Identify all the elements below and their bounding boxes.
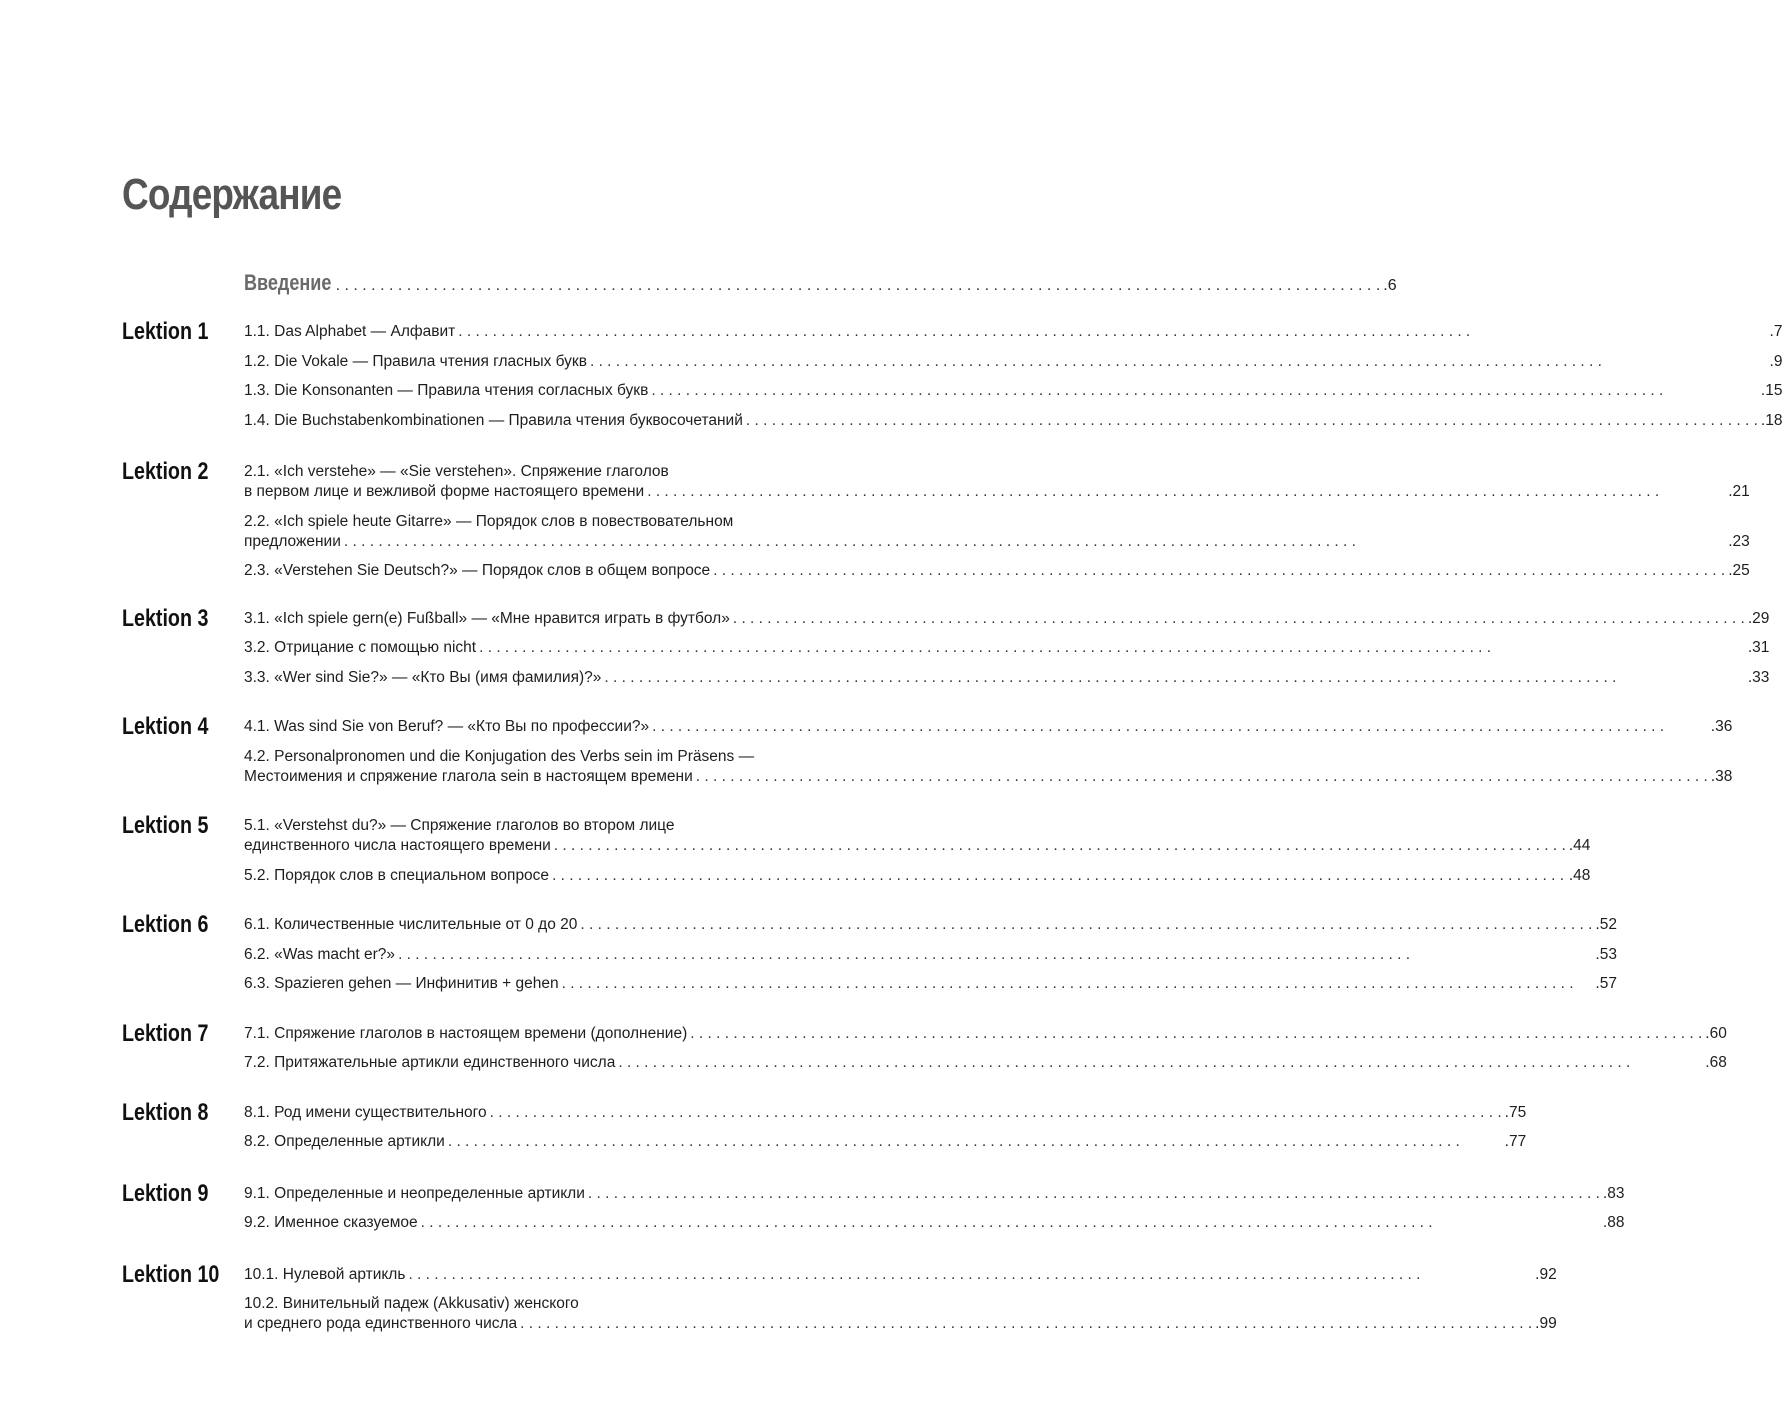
entry-line xyxy=(244,1213,1624,1233)
lesson-label: Lektion 1 xyxy=(122,318,209,345)
entry-line xyxy=(244,945,1617,965)
page-number: .7 xyxy=(1769,323,1782,340)
entry-title-line: 5.1. «Verstehst du?» — Спряжение глаголов во втором лице xyxy=(244,817,675,834)
entry-title-line: 10.2. Винительный падеж (Akkusativ) женского xyxy=(244,1295,579,1312)
dot-leader xyxy=(647,482,1725,502)
dot-leader xyxy=(618,1053,1702,1073)
lesson-entries xyxy=(244,1103,1526,1162)
lesson-label: Lektion 10 xyxy=(122,1260,220,1288)
entry-title-line: 2.2. «Ich spiele heute Gitarre» — Порядок слов в повествовательном xyxy=(244,512,734,530)
lesson-block xyxy=(122,812,1591,895)
lesson-label: Lektion 3 xyxy=(122,604,209,632)
lesson-entries xyxy=(244,717,1732,796)
entry-title-line: 2.1. «Ich verstehe» — «Sie verstehen». Спряжение глаголов xyxy=(244,463,669,480)
lesson-block xyxy=(122,911,1617,1004)
entry-line xyxy=(244,915,1617,935)
lesson-label: Lektion 9 xyxy=(122,1179,209,1207)
entry-line xyxy=(244,561,1750,581)
page-number: .23 xyxy=(1728,532,1750,550)
dot-leader xyxy=(552,866,1566,886)
lesson-label: Lektion 8 xyxy=(122,1098,209,1126)
lesson-label: Lektion 2 xyxy=(122,458,209,485)
entry-title-line: 4.2. Personalpronomen und die Konjugation des Verbs sein im Präsens — xyxy=(244,747,755,765)
entry-title: 3.3. «Wer sind Sie?» — «Кто Вы (имя фамилия)?» xyxy=(244,668,602,686)
page-number: .75 xyxy=(1504,1103,1527,1121)
entry-title: 8.2. Определенные артикли xyxy=(244,1133,445,1150)
page-number: .68 xyxy=(1705,1054,1727,1071)
page-number: .31 xyxy=(1747,639,1770,656)
page-number: .6 xyxy=(1383,277,1397,294)
toc-entry[interactable] xyxy=(244,816,1590,856)
lesson-block xyxy=(122,604,1770,698)
lesson-block xyxy=(122,1260,1557,1344)
entry-line xyxy=(244,1053,1727,1073)
dot-leader xyxy=(490,1103,1502,1123)
toc-entry[interactable] xyxy=(244,381,1782,401)
entry-title: 1.4. Die Buchstabenkombinationen — Правила чтения буквосочетаний xyxy=(244,411,743,429)
entry-title: 5.2. Порядок слов в специальном вопросе xyxy=(244,866,550,884)
toc-entry[interactable] xyxy=(244,866,1590,886)
dot-leader xyxy=(344,532,1725,552)
page-number: .77 xyxy=(1504,1133,1527,1150)
entry-line xyxy=(244,1184,1624,1204)
toc-entry[interactable] xyxy=(244,1132,1526,1152)
page-number: .33 xyxy=(1747,668,1770,686)
page-number: .9 xyxy=(1769,352,1782,370)
entry-line xyxy=(244,352,1782,372)
page-number: .15 xyxy=(1760,382,1782,399)
page-number: .92 xyxy=(1535,1265,1557,1283)
entry-line xyxy=(244,1024,1727,1044)
entry-line xyxy=(244,1314,1557,1334)
entry-title: 6.2. «Was macht er?» xyxy=(244,945,396,963)
lesson-label: Lektion 4 xyxy=(122,713,209,740)
entry-title: 10.1. Нулевой артикль xyxy=(244,1265,406,1283)
entry-title: 7.1. Спряжение глаголов в настоящем времени (дополнение) xyxy=(244,1024,688,1042)
dot-leader xyxy=(580,915,1592,935)
page-number: .25 xyxy=(1728,562,1750,579)
entry-title: 6.1. Количественные числительные от 0 до 20 xyxy=(244,916,578,933)
toc-entry[interactable] xyxy=(244,462,1750,502)
intro-label: Введение xyxy=(244,270,332,295)
lesson-entries xyxy=(244,1024,1727,1083)
toc-entry[interactable] xyxy=(244,1265,1557,1285)
entry-line xyxy=(244,767,1732,787)
entry-line xyxy=(244,974,1617,994)
toc-entry[interactable] xyxy=(244,512,1750,552)
entry-line xyxy=(244,866,1590,886)
toc-entry[interactable] xyxy=(244,561,1750,581)
dot-leader xyxy=(604,668,1744,688)
dot-leader xyxy=(562,974,1593,994)
lesson-entries xyxy=(244,462,1750,591)
toc-entry[interactable] xyxy=(244,1213,1624,1233)
entry-title: 9.1. Определенные и неопределенные артикли xyxy=(244,1184,585,1202)
entry-title: 3.2. Отрицание с помощью nicht xyxy=(244,639,477,656)
entry-line xyxy=(244,609,1769,629)
page-number: .57 xyxy=(1595,975,1617,992)
lesson-entries xyxy=(244,915,1617,1004)
toc-entry[interactable] xyxy=(244,609,1769,629)
page-number: .18 xyxy=(1760,411,1782,429)
dot-leader xyxy=(448,1132,1502,1152)
dot-leader xyxy=(590,352,1767,372)
toc-entry[interactable] xyxy=(244,945,1617,965)
toc-entry[interactable] xyxy=(244,974,1617,994)
page-number: .21 xyxy=(1728,483,1750,500)
toc-entry[interactable] xyxy=(244,1103,1526,1123)
lesson-label: Lektion 7 xyxy=(122,1019,209,1047)
entry-line xyxy=(244,836,1590,856)
page-number: .88 xyxy=(1602,1214,1625,1231)
entry-line xyxy=(244,482,1750,502)
lesson-block xyxy=(122,1179,1625,1243)
toc-entry[interactable] xyxy=(244,352,1782,372)
dot-leader xyxy=(554,836,1566,856)
dot-leader xyxy=(588,1184,1600,1204)
lesson-entries xyxy=(244,816,1590,895)
page-number: .36 xyxy=(1710,718,1733,735)
toc-entry[interactable] xyxy=(244,1184,1624,1204)
lesson-block xyxy=(122,458,1750,591)
entry-line xyxy=(244,532,1750,552)
dot-leader xyxy=(733,609,1745,629)
entry-title: 9.2. Именное сказуемое xyxy=(244,1214,418,1231)
toc-entry[interactable] xyxy=(244,717,1732,737)
toc-entry[interactable] xyxy=(244,1053,1727,1073)
entry-title: 1.2. Die Vokale — Правила чтения гласных букв xyxy=(244,352,587,370)
table-of-contents xyxy=(122,318,1782,1344)
lesson-block xyxy=(122,713,1733,796)
entry-title: 1.1. Das Alphabet — Алфавит xyxy=(244,323,456,340)
dot-leader xyxy=(651,381,1758,401)
entry-title: Местоимения и спряжение глагола sein в настоящем времени xyxy=(244,767,693,785)
toc-entry[interactable] xyxy=(244,638,1769,658)
entry-line xyxy=(244,381,1782,401)
entry-line xyxy=(244,411,1782,431)
entry-title: 4.1. Was sind Sie von Beruf? — «Кто Вы по профессии?» xyxy=(244,718,650,735)
entry-line xyxy=(244,1132,1526,1152)
lesson-entries xyxy=(244,322,1782,440)
lesson-block xyxy=(122,1019,1727,1083)
dot-leader xyxy=(458,322,1766,342)
lesson-entries xyxy=(244,1265,1557,1344)
entry-title: 7.2. Притяжательные артикли единственного числа xyxy=(244,1054,616,1071)
entry-title: 3.1. «Ich spiele gern(e) Fußball» — «Мне нравится играть в футбол» xyxy=(244,609,730,627)
dot-leader xyxy=(398,945,1592,965)
entry-title: 1.3. Die Konsonanten — Правила чтения согласных букв xyxy=(244,382,649,399)
page-number: .52 xyxy=(1595,916,1617,933)
entry-title: единственного числа настоящего времени xyxy=(244,837,551,854)
dot-leader xyxy=(336,277,1381,295)
dot-leader xyxy=(696,767,1708,787)
toc-entry[interactable] xyxy=(244,1294,1557,1334)
dot-leader xyxy=(408,1265,1532,1285)
entry-title: 8.1. Род имени существительного xyxy=(244,1103,487,1121)
toc-entry-intro[interactable] xyxy=(244,270,1397,296)
toc-entry[interactable] xyxy=(244,1024,1727,1044)
entry-line xyxy=(244,322,1782,342)
dot-leader xyxy=(746,411,1758,431)
page-number: .38 xyxy=(1710,767,1733,785)
entry-line xyxy=(244,717,1732,737)
entry-line xyxy=(244,668,1769,688)
toc-entry[interactable] xyxy=(244,411,1782,431)
entry-title: в первом лице и вежливой форме настоящего времени xyxy=(244,483,645,500)
dot-leader xyxy=(421,1213,1600,1233)
dot-leader xyxy=(520,1314,1532,1334)
page-number: .44 xyxy=(1568,837,1591,854)
entry-title: предложении xyxy=(244,532,341,550)
lesson-block xyxy=(122,318,1782,440)
entry-line xyxy=(244,1265,1557,1285)
dot-leader xyxy=(479,638,1745,658)
toc-entry[interactable] xyxy=(244,668,1769,688)
dot-leader xyxy=(652,717,1708,737)
lesson-label: Lektion 5 xyxy=(122,812,209,839)
toc-entry[interactable] xyxy=(244,747,1732,787)
page-number: .29 xyxy=(1747,609,1770,627)
page-number: .53 xyxy=(1595,945,1617,963)
lesson-entries xyxy=(244,1184,1624,1243)
lesson-block xyxy=(122,1098,1527,1162)
dot-leader xyxy=(713,561,1725,581)
page-number: .83 xyxy=(1602,1184,1625,1202)
entry-line xyxy=(244,638,1769,658)
entry-line xyxy=(244,1103,1526,1123)
entry-title: 2.3. «Verstehen Sie Deutsch?» — Порядок слов в общем вопросе xyxy=(244,562,711,579)
entry-title: 6.3. Spazieren gehen — Инфинитив + gehen xyxy=(244,975,559,992)
lesson-entries xyxy=(244,609,1769,698)
lesson-label: Lektion 6 xyxy=(122,911,209,938)
toc-entry[interactable] xyxy=(244,915,1617,935)
entry-title: и среднего рода единственного числа xyxy=(244,1315,518,1332)
page-title: Содержание xyxy=(122,170,342,219)
page-number: .60 xyxy=(1705,1024,1727,1042)
dot-leader xyxy=(690,1024,1702,1044)
page-number: .99 xyxy=(1535,1315,1557,1332)
toc-entry[interactable] xyxy=(244,322,1782,342)
page-number: .48 xyxy=(1568,866,1591,884)
